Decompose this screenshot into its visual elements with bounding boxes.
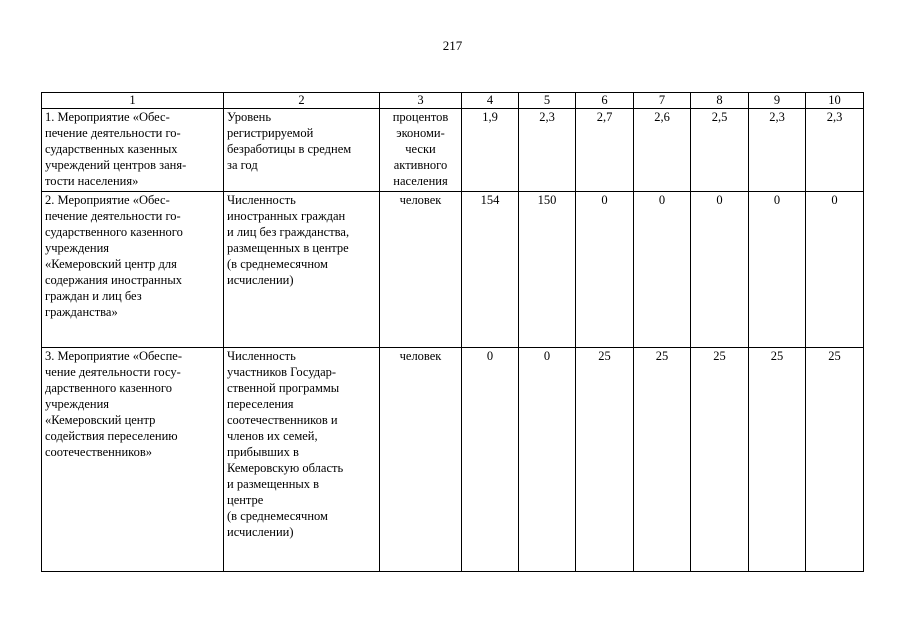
indicator-cell: Уровень регистрируемой безработицы в среднем за год: [224, 109, 380, 192]
event-cell: 1. Мероприятие «Обес- печение деятельности го- сударственных казенных учреждений центров заня- тости населения»: [42, 109, 224, 192]
header-cell: 6: [576, 93, 634, 109]
value-cell: 2,3: [519, 109, 576, 192]
value-cell: 1,9: [462, 109, 519, 192]
value-cell: 0: [576, 192, 634, 348]
header-cell: 2: [224, 93, 380, 109]
header-cell: 7: [634, 93, 691, 109]
event-cell: 2. Мероприятие «Обес- печение деятельности го- сударственного казенного учреждения «Кемеровский центр для содержания иностранных граждан и лиц без гражданства»: [42, 192, 224, 348]
value-cell: 2,7: [576, 109, 634, 192]
value-cell: 25: [576, 348, 634, 572]
value-cell: 154: [462, 192, 519, 348]
table-row: [42, 109, 864, 192]
value-cell: 25: [691, 348, 749, 572]
value-cell: 0: [634, 192, 691, 348]
unit-cell: человек: [380, 348, 462, 572]
value-cell: 0: [806, 192, 864, 348]
value-cell: 2,6: [634, 109, 691, 192]
unit-cell: человек: [380, 192, 462, 348]
value-cell: 2,3: [749, 109, 806, 192]
value-cell: 2,5: [691, 109, 749, 192]
table-row: [42, 348, 864, 572]
value-cell: 2,3: [806, 109, 864, 192]
header-cell: 1: [42, 93, 224, 109]
table-row: [42, 192, 864, 348]
header-cell: 3: [380, 93, 462, 109]
event-cell: 3. Мероприятие «Обеспе- чение деятельности госу- дарственного казенного учреждения «Кемеровский центр содействия переселению соотечественников»: [42, 348, 224, 572]
value-cell: 150: [519, 192, 576, 348]
indicator-cell: Численность иностранных граждан и лиц без гражданства, размещенных в центре (в среднемесячном исчислении): [224, 192, 380, 348]
value-cell: 25: [749, 348, 806, 572]
table-header-row: [42, 93, 864, 109]
value-cell: 0: [691, 192, 749, 348]
unit-cell: процентов экономи- чески активного населения: [380, 109, 462, 192]
indicators-table: [41, 92, 864, 572]
header-cell: 8: [691, 93, 749, 109]
value-cell: 0: [749, 192, 806, 348]
header-cell: 10: [806, 93, 864, 109]
value-cell: 0: [462, 348, 519, 572]
indicator-cell: Численность участников Государ- ственной программы переселения соотечественников и членов их семей, прибывших в Кемеровскую область и размещенных в центре (в среднемесячном исчислении): [224, 348, 380, 572]
value-cell: 25: [634, 348, 691, 572]
header-cell: 9: [749, 93, 806, 109]
header-cell: 5: [519, 93, 576, 109]
page-number: 217: [442, 38, 463, 53]
value-cell: 0: [519, 348, 576, 572]
header-cell: 4: [462, 93, 519, 109]
value-cell: 25: [806, 348, 864, 572]
